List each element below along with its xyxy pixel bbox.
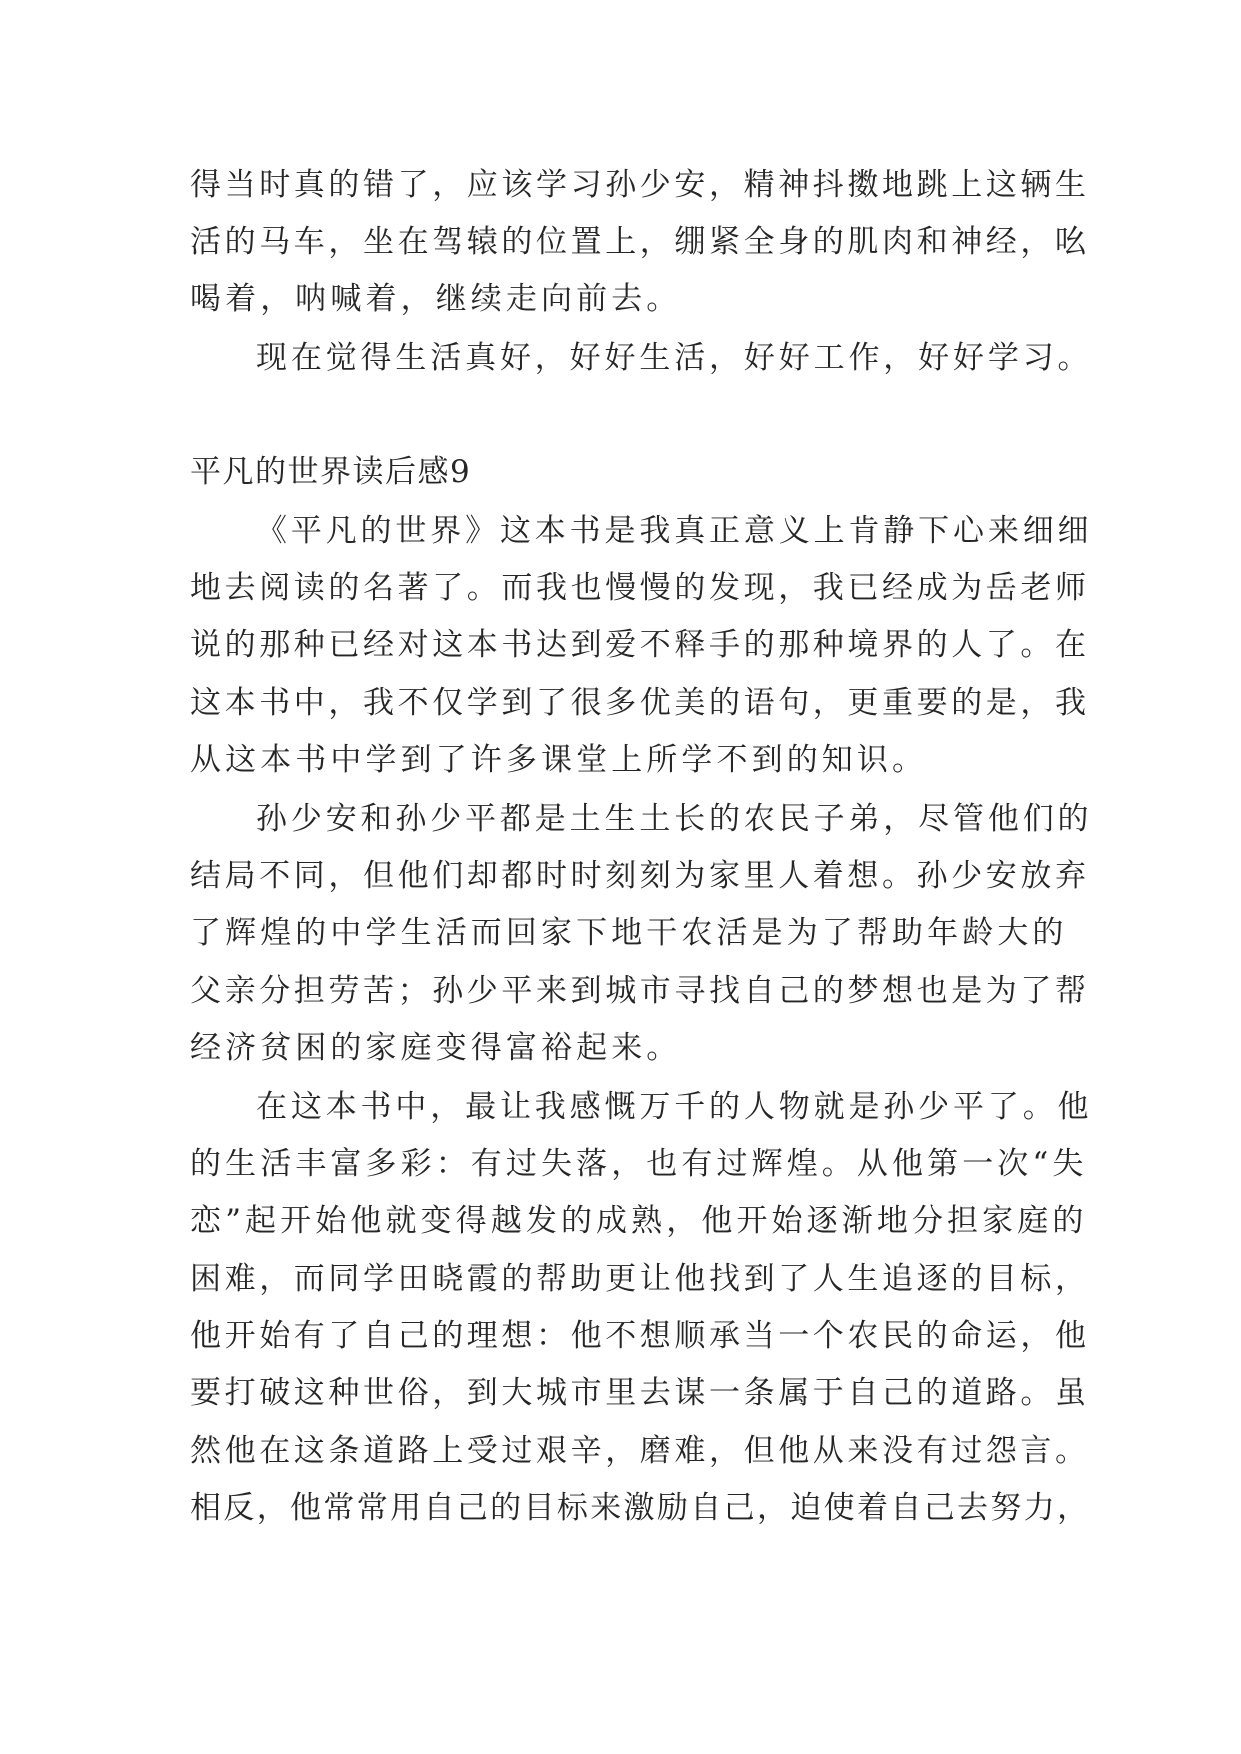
paragraph-line: 相反，他常常用自己的目标来激励自己，迫使着自己去努力，: [190, 1490, 1091, 1526]
paragraph-line: 活的马车，坐在驾辕的位置上，绷紧全身的肌肉和神经，吆: [190, 224, 1090, 260]
paragraph-line: 说的那种已经对这本书达到爱不释手的那种境界的人了。在: [190, 627, 1090, 663]
paragraph-line: 这本书中，我不仅学到了很多优美的语句，更重要的是，我: [190, 685, 1090, 721]
section-title: 平凡的世界读后感9: [190, 454, 472, 490]
paragraph-line: 然他在这条道路上受过艰辛，磨难，但他从来没有过怨言。: [190, 1433, 1090, 1469]
paragraph-line: 要打破这种世俗，到大城市里去谋一条属于自己的道路。虽: [190, 1375, 1090, 1411]
paragraph-line: 从这本书中学到了许多课堂上所学不到的知识。: [190, 742, 928, 778]
paragraph-line: 经济贫困的家庭变得富裕起来。: [190, 1030, 682, 1066]
paragraph-line: 的生活丰富多彩：有过失落，也有过辉煌。从他第一次“失: [190, 1146, 1088, 1182]
paragraph-line: 《平凡的世界》这本书是我真正意义上肯静下心来细细: [256, 513, 1093, 549]
paragraph-line: 恋”起开始他就变得越发的成熟，他开始逐渐地分担家庭的: [190, 1203, 1088, 1239]
paragraph-line: 喝着，呐喊着，继续走向前去。: [190, 281, 682, 317]
paragraph-line: 得当时真的错了，应该学习孙少安，精神抖擞地跳上这辆生: [190, 167, 1090, 203]
paragraph-line: 困难，而同学田晓霞的帮助更让他找到了人生追逐的目标，: [190, 1261, 1090, 1297]
paragraph-line: 结局不同，但他们却都时时刻刻为家里人着想。孙少安放弃: [190, 858, 1090, 894]
paragraph-line: 他开始有了自己的理想：他不想顺承当一个农民的命运，他: [190, 1318, 1090, 1354]
paragraph-line: 父亲分担劳苦；孙少平来到城市寻找自己的梦想也是为了帮: [190, 973, 1090, 1009]
paragraph-line: 了辉煌的中学生活而回家下地干农活是为了帮助年龄大的: [190, 915, 1068, 951]
paragraph-line: 孙少安和孙少平都是土生土长的农民子弟，尽管他们的: [256, 801, 1093, 837]
paragraph-line: 在这本书中，最让我感慨万千的人物就是孙少平了。他: [256, 1089, 1093, 1125]
paragraph-line: 现在觉得生活真好，好好生活，好好工作，好好学习。: [256, 340, 1093, 376]
paragraph-line: 地去阅读的名著了。而我也慢慢的发现，我已经成为岳老师: [190, 570, 1090, 606]
